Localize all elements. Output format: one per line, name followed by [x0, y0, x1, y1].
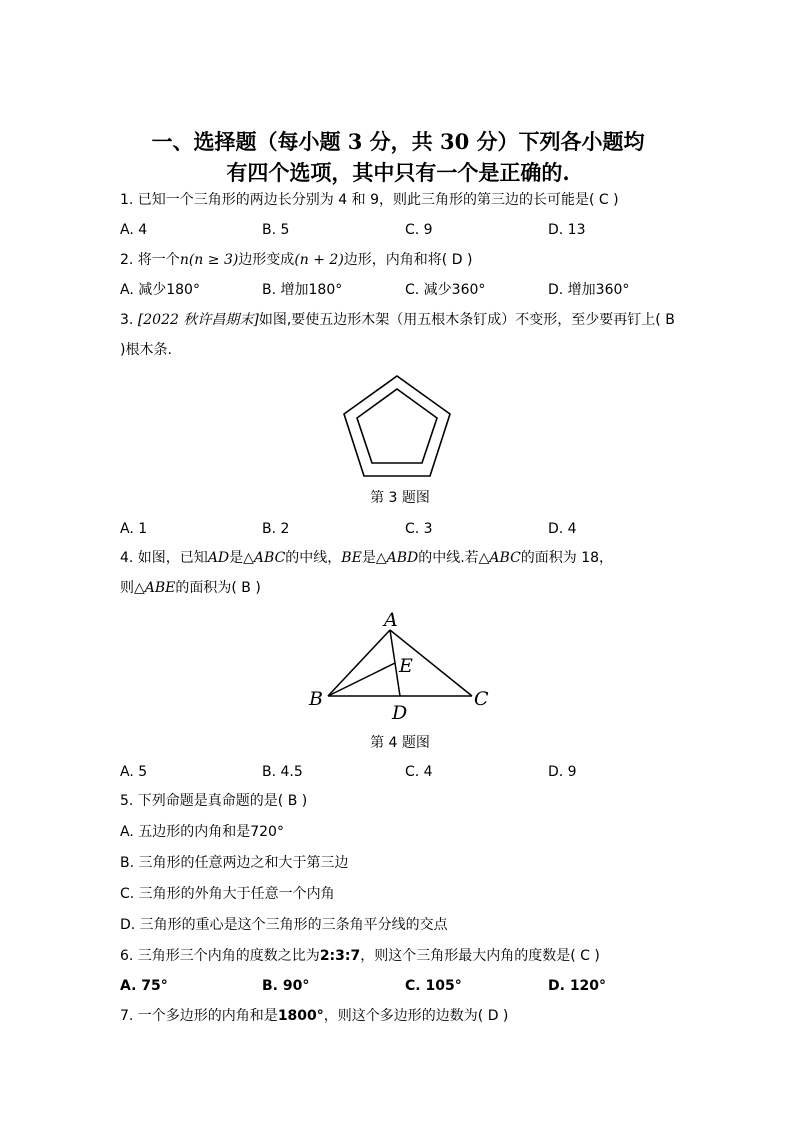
- question-4-text-3: 的中线，: [285, 550, 342, 566]
- pentagon-inner-edge: [357, 389, 437, 463]
- question-4-text-4: 是: [361, 550, 376, 566]
- question-6-option-c: C. 105°: [405, 978, 462, 994]
- label-c: C: [474, 688, 489, 710]
- question-2-math-n: n(n ≥ 3): [179, 252, 239, 268]
- question-2-option-c: C. 减少360°: [405, 282, 486, 298]
- question-3-option-d: D. 4: [548, 521, 577, 537]
- section-heading: [118, 126, 678, 188]
- question-6-option-d: D. 120°: [548, 978, 607, 994]
- question-4-text-6: 的面积为 18，: [520, 550, 614, 566]
- question-3-number: 3.: [120, 312, 138, 328]
- question-3-option-a: A. 1: [120, 521, 148, 537]
- question-4-text-1: 4. 如图，已知: [120, 550, 208, 566]
- question-7-text-2: ，则这个多边形的边数为( D ): [323, 1008, 509, 1024]
- question-4-math-abc-2: △ABC: [478, 550, 521, 566]
- segment-be: [328, 663, 395, 696]
- segment-ab: [328, 630, 390, 696]
- question-2-stem-text-1: 2. 将一个: [120, 252, 180, 268]
- pentagon-frame-figure: [340, 372, 454, 480]
- question-2-math-n-plus-2: (n + 2): [294, 252, 344, 268]
- question-4-figure-caption: 第 4 题图: [370, 735, 430, 751]
- question-3-figure-caption: 第 3 题图: [370, 490, 430, 506]
- question-3-option-c: C. 3: [405, 521, 433, 537]
- question-4-text-2: 是: [229, 550, 244, 566]
- label-d: D: [392, 702, 408, 724]
- question-6-stem: [120, 946, 680, 966]
- label-e: E: [399, 655, 413, 677]
- question-2-option-d: D. 增加360°: [548, 282, 630, 298]
- question-2-stem-text-2: 边形变成: [238, 252, 295, 268]
- question-3-source: [2022 秋许昌期末]: [137, 312, 259, 328]
- question-4-option-b: B. 4.5: [262, 764, 303, 780]
- question-6-text-2: ，则这个三角形最大内角的度数是( C ): [360, 948, 600, 964]
- question-7-angle-sum: 1800°: [277, 1008, 324, 1024]
- question-4-option-c: C. 4: [405, 764, 433, 780]
- question-2-option-b: B. 增加180°: [262, 282, 343, 298]
- label-a: A: [384, 609, 398, 631]
- question-4-text-5: 的中线.若: [418, 550, 479, 566]
- question-5-option-b: B. 三角形的任意两边之和大于第三边: [120, 855, 349, 871]
- section-heading-line-2: 有四个选项，其中只有一个是正确的.: [226, 160, 570, 185]
- question-6-option-a: A. 75°: [120, 978, 168, 994]
- question-2-stem-text-3: 边形，内角和将( D ): [343, 252, 473, 268]
- question-4-stem-line-2: [120, 578, 680, 598]
- question-1-option-c: C. 9: [405, 222, 433, 238]
- question-4-text-8: 的面积为( B ): [175, 580, 261, 596]
- question-3-stem: [120, 305, 680, 365]
- question-4-option-a: A. 5: [120, 764, 148, 780]
- question-4-option-d: D. 9: [548, 764, 577, 780]
- question-5-option-a: A. 五边形的内角和是720°: [120, 824, 284, 840]
- question-5-stem: 5. 下列命题是真命题的是( B ): [120, 793, 308, 809]
- question-4-math-abd: △ABD: [375, 550, 419, 566]
- question-6-ratio: 2:3:7: [319, 948, 361, 964]
- question-5-option-c: C. 三角形的外角大于任意一个内角: [120, 886, 335, 902]
- question-4-math-ad: AD: [207, 550, 230, 566]
- question-4-text-7: 则: [120, 580, 134, 596]
- question-3-stem-text: 如图,要使五边形木架（用五根木条钉成）不变形，至少要再钉上( B )根木条.: [120, 312, 675, 358]
- question-4-stem-line-1: [120, 548, 680, 568]
- question-4-math-be: BE: [341, 550, 362, 566]
- triangle-figure: [300, 606, 500, 726]
- question-1-option-a: A. 4: [120, 222, 148, 238]
- question-2-option-a: A. 减少180°: [120, 282, 200, 298]
- question-2-stem: [120, 250, 680, 270]
- question-6-option-b: B. 90°: [262, 978, 310, 994]
- question-1-option-d: D. 13: [548, 222, 586, 238]
- question-4-math-abe: △ABE: [134, 580, 176, 596]
- question-1-stem: 1. 已知一个三角形的两边长分别为 4 和 9，则此三角形的第三边的长可能是( C ): [120, 192, 619, 208]
- question-5-option-d: D. 三角形的重心是这个三角形的三条角平分线的交点: [120, 917, 448, 933]
- section-heading-line-1: 一、选择题（每小题 3 分，共 30 分）下列各小题均: [151, 129, 645, 154]
- question-6-text-1: 6. 三角形三个内角的度数之比为: [120, 948, 320, 964]
- question-1-option-b: B. 5: [262, 222, 290, 238]
- question-7-text-1: 7. 一个多边形的内角和是: [120, 1008, 278, 1024]
- question-4-math-abc: △ABC: [243, 550, 286, 566]
- question-7-stem: [120, 1006, 680, 1026]
- question-3-option-b: B. 2: [262, 521, 290, 537]
- label-b: B: [309, 688, 323, 710]
